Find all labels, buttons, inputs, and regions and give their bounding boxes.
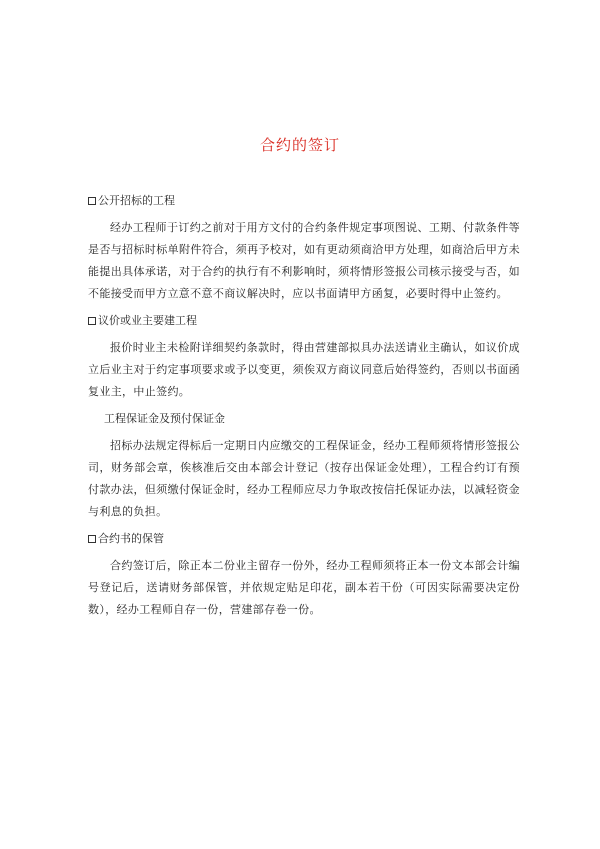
section-heading-guarantee-deposit <box>88 408 520 430</box>
checkbox-icon <box>88 535 96 543</box>
checkbox-icon <box>88 197 96 205</box>
page-title: 合约的签订 <box>259 136 340 154</box>
section-heading-negotiated-project <box>88 310 520 332</box>
section-heading-text: 工程保证金及预付保证金 <box>104 412 225 425</box>
section-heading-text: 合约书的保管 <box>98 532 164 545</box>
section-paragraph: 经办工程师于订约之前对于用方文付的合约条件规定事项图说、工期、付款条件等是否与招标时标单附件符合，须再予校对，如有更动须商洽甲方处理，如商洽后甲方未能提出具体承诺，对于合约的执行有不利影响时，须将情形签报公司核示接受与否，如不能接受而甲方立意不意不商议解决时，应以书面请甲方函复，必要时得中止签约。 <box>88 221 520 300</box>
section-heading-public-tender <box>88 190 520 212</box>
section-paragraph: 报价时业主未检附详细契约条款时，得由营建部拟具办法送请业主确认，如议价成立后业主对于约定事项要求或予以变更，须俟双方商议同意后始得签约，否则以书面函复业主，中止签约。 <box>88 341 520 398</box>
checkbox-icon <box>88 317 96 325</box>
section-heading-text: 公开招标的工程 <box>98 194 175 207</box>
section-heading-text: 议价或业主要建工程 <box>98 314 197 327</box>
section-paragraph: 招标办法规定得标后一定期日内应缴交的工程保证金，经办工程师须将情形签报公司，财务部会章，俟核准后交由本部会计登记（按存出保证金处理），工程合约订有预付款办法，但须缴付保证金时，经办工程师应尽力争取改按信托保证办法，以减轻资金与利息的负担。 <box>88 439 520 518</box>
section-paragraph: 合约签订后，除正本二份业主留存一份外，经办工程师须将正本一份文本部会计编号登记后，送请财务部保管，并依规定贴足印花，副本若干份（可因实际需要决定份数），经办工程师自存一份，营建部存卷一份。 <box>88 559 520 616</box>
document-body <box>88 190 520 626</box>
section-heading-contract-storage <box>88 528 520 550</box>
